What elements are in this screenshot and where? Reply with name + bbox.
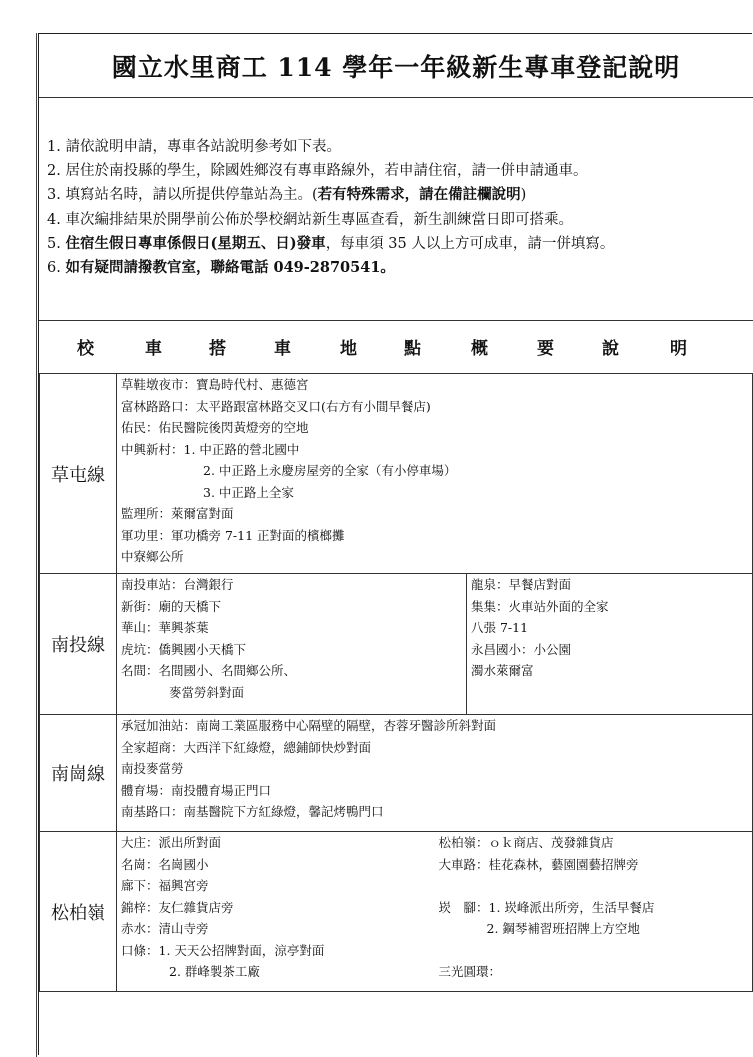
stop-item: 名崗：名崗國小	[121, 856, 209, 872]
note-bold-text: 如有疑問請撥教官室，聯絡電話 049-2870541。	[65, 259, 395, 277]
note-number: 6.	[47, 260, 61, 277]
route-row-songboling	[40, 832, 753, 992]
note-number: 1.	[47, 139, 61, 155]
stop-item: 監理所：萊爾富對面	[121, 506, 234, 521]
note-tail: )	[520, 187, 527, 204]
section-header	[39, 321, 753, 372]
note-4	[47, 208, 751, 232]
header-char: 點	[404, 339, 421, 359]
stop-item: 口條：1. 天天公招牌對面，涼亭對面	[121, 942, 325, 958]
header-char: 概	[471, 339, 488, 359]
stop-item: 南投麥當勞	[121, 761, 184, 776]
note-bold-text: 若有特殊需求，請在備註欄說明	[317, 186, 521, 204]
stop-item: 南投車站：台灣銀行	[121, 577, 234, 592]
stop-item	[435, 940, 753, 962]
note-1	[47, 135, 751, 159]
stop-item: 2. 群峰製茶工廠	[169, 964, 260, 979]
header-char: 搭	[209, 339, 226, 359]
route-stops	[117, 832, 753, 992]
stop-item: 松柏嶺：ｏｋ商店、茂發雜貨店	[438, 835, 614, 850]
note-text: 請依說明申請，專車各站說明參考如下表。	[65, 139, 341, 155]
route-name: 南投線	[40, 574, 117, 715]
stop-item: 赤水：清山寺旁	[121, 921, 209, 936]
stops-right-column	[435, 832, 753, 983]
stop-item: 承冠加油站：南崗工業區服務中心隔壁的隔壁，杏蓉牙醫診所斜對面	[121, 718, 497, 733]
stop-item: 華山：華興茶葉	[121, 620, 209, 635]
header-char: 明	[670, 339, 687, 359]
route-row-caotun	[40, 374, 753, 574]
route-stops	[117, 715, 753, 832]
page-title: 國立水里商工 114 學年一年級新生專車登記說明	[111, 52, 681, 82]
route-row-nangang	[40, 715, 753, 832]
note-number: 4.	[47, 211, 61, 228]
note-text: ，每車須 35 人以上方可成車，請一併填寫。	[325, 235, 615, 252]
note-number: 3.	[47, 187, 61, 204]
stop-item: 新街：廟的天橋下	[121, 598, 222, 614]
document-page	[38, 33, 752, 1055]
note-text: 填寫站名時，請以所提供停靠站為主。(	[65, 187, 318, 204]
stop-item: 草鞋墩夜市：寶島時代村、惠德宮	[121, 377, 309, 392]
stop-item: 錦梓：友仁雜貨店旁	[121, 899, 234, 915]
stop-item: 體育場：南投體育場正門口	[121, 782, 272, 798]
stop-item: 八張 7-11	[471, 620, 529, 635]
route-name: 草屯線	[40, 374, 117, 574]
stop-item: 龍泉：早餐店對面	[471, 577, 572, 592]
stop-item	[435, 875, 753, 897]
route-name: 南崗線	[40, 715, 117, 832]
route-row-nantou	[40, 574, 753, 715]
notes-list	[47, 135, 751, 280]
note-text: 車次編排結果於開學前公佈於學校網站新生專區查看，新生訓練當日即可搭乘。	[65, 211, 573, 228]
header-char: 說	[602, 339, 619, 359]
header-char: 要	[537, 339, 554, 359]
stop-item: 3. 中正路上全家	[203, 484, 294, 500]
routes-table	[39, 373, 753, 992]
stop-item: 軍功里：軍功橋旁 7-11 正對面的檳榔攤	[121, 527, 345, 543]
route-name: 松柏嶺	[40, 832, 117, 992]
stop-item: 大庄：派出所對面	[121, 835, 222, 850]
stop-item: 濁水萊爾富	[471, 663, 534, 678]
stop-item: 全家超商：大西洋下紅綠燈，總鋪師快炒對面	[121, 739, 372, 755]
stop-item: 2. 鋼琴補習班招牌上方空地	[486, 921, 640, 936]
stop-item: 三光圓環：	[438, 964, 502, 979]
header-char: 地	[340, 339, 357, 359]
note-5	[47, 232, 751, 256]
stop-item: 名間：名間國小、名間鄉公所、	[121, 663, 297, 678]
stop-item: 中興新村：1. 中正路的營北國中	[121, 441, 300, 457]
note-2	[47, 159, 751, 183]
note-bold-text: 住宿生假日專車係假日(星期五、日)發車	[65, 234, 326, 252]
page-border-left	[36, 33, 37, 1057]
stop-item: 集集：火車站外面的全家	[471, 598, 609, 614]
stop-item: 佑民：佑民醫院後閃黃燈旁的空地	[121, 420, 309, 435]
note-number: 5.	[47, 235, 61, 252]
route-stops-left	[117, 574, 467, 715]
stops-left-column	[117, 832, 435, 983]
stop-item: 2. 中正路上永慶房屋旁的全家（有小停車場）	[203, 463, 457, 478]
stop-item: 大車路：桂花森林，藝園園藝招牌旁	[438, 856, 639, 872]
stop-item: 永昌國小：小公園	[471, 641, 572, 657]
route-stops-right	[467, 574, 753, 715]
header-char: 車	[274, 339, 291, 359]
header-char: 車	[145, 339, 162, 359]
note-3	[47, 183, 751, 207]
note-text: 居住於南投縣的學生，除國姓鄉沒有專車路線外，若申請住宿，請一併申請通車。	[65, 163, 588, 180]
route-stops	[117, 374, 753, 574]
stop-item: 麥當勞斜對面	[169, 684, 245, 700]
stop-item: 中寮鄉公所	[121, 549, 184, 564]
stop-item: 虎坑：僑興國小天橋下	[121, 641, 247, 657]
two-column-stops	[117, 832, 752, 983]
stop-item: 崁 腳：1. 崁峰派出所旁，生活早餐店	[438, 899, 655, 915]
note-6	[47, 256, 751, 280]
header-char: 校	[77, 339, 94, 359]
note-number: 2.	[47, 163, 61, 180]
stop-item: 南基路口：南基醫院下方紅綠燈，馨記烤鴨門口	[121, 804, 384, 819]
title-box	[39, 34, 753, 98]
stop-item: 廍下：福興宮旁	[121, 878, 209, 893]
stop-item: 富林路路口：太平路跟富林路交叉口(右方有小間早餐店)	[121, 398, 431, 414]
